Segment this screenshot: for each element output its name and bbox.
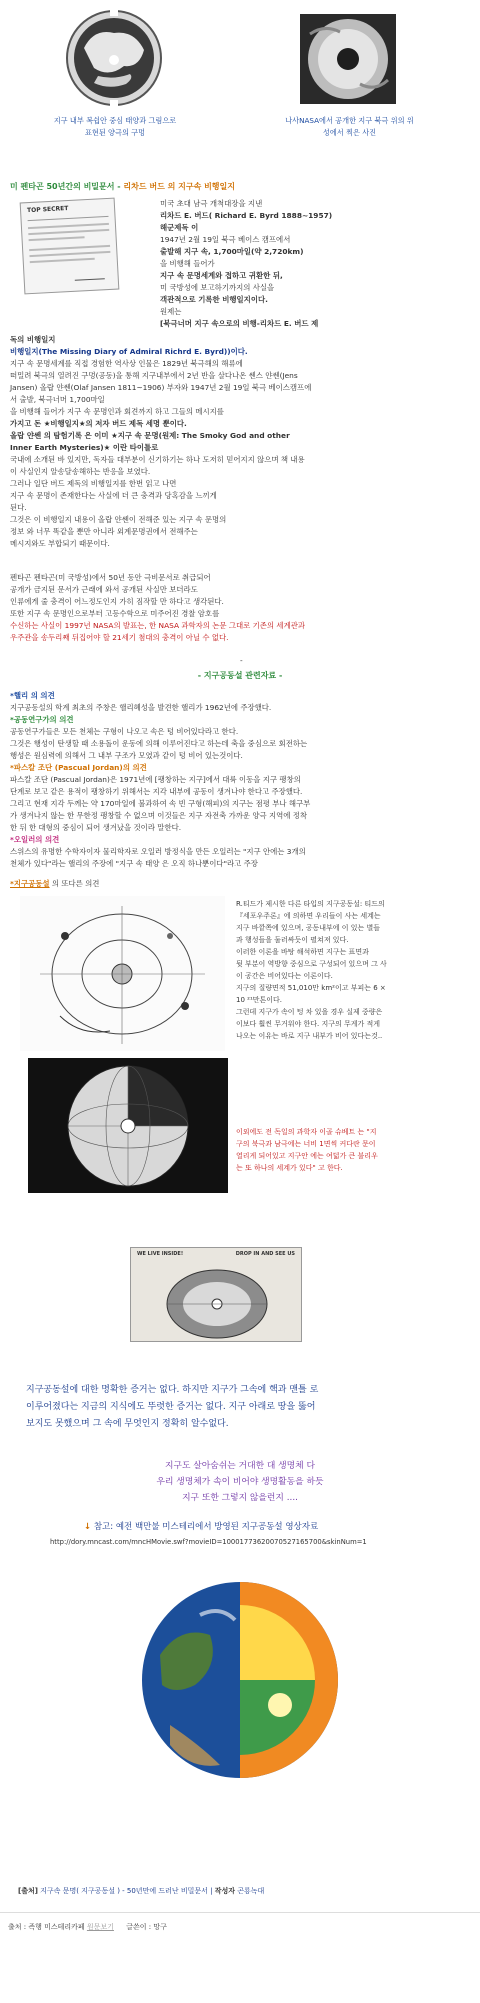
para-line: 지구 속 문명세계를 직접 경험한 역사상 인물은 1829년 북극해의 해류에 — [10, 359, 243, 368]
section-heading: *파스칼 조단 (Pascual Jordan)의 의견 — [10, 763, 147, 772]
para-line: Jansen) 올랍 얀쎈(Olaf Jansen 1811~1906) 부자와 1947년 2월 19일 북극 베이스캠프에 — [10, 383, 312, 392]
reference-heading — [84, 1520, 318, 1532]
para-line: 지구 바깥쪽에 있으며, 공동내부에 이 있는 별들 — [236, 924, 381, 932]
bio-line: 출발해 지구 속, 1,700마일(약 2,720km) — [160, 247, 304, 256]
poem-line: 지구 또한 그렇지 않을런지 .... — [182, 1493, 298, 1503]
para-line: 을 비행해 들어가 지구 속 문명인과 회견까지 하고 그들의 메시지를 — [10, 407, 224, 416]
source-text[interactable]: 지구속 문명( 지구공동설 ) - 50년만에 드러난 비밀문서 | — [40, 1887, 213, 1895]
source-label: [출처] — [18, 1887, 38, 1895]
reference-label: 참고: 예전 백만불 미스테리에서 방영된 지구공동설 영상자료 — [93, 1522, 319, 1532]
para-line: 인류에게 줄 충격이 어느정도인지 가히 짐작할 만 하다고 생각된다. — [10, 597, 224, 606]
para-line: 가지고 돈 ★비행일지★의 저자 버드 제독 세명 뿐이다. — [10, 419, 187, 428]
footer-origin-link[interactable]: 원문보기 — [86, 1923, 114, 1931]
footer-origin-label: 출처 : — [8, 1923, 27, 1931]
bio-line: [북극너머 지구 속으로의 비행-리차드 E. 버드 제 — [160, 319, 319, 328]
para-line: 펜타곤 펜타곤(미 국방성)에서 50년 동안 극비문서로 취급되어 — [10, 573, 211, 582]
para-line: 또한 지구 속 문명인으로부터 고등수학으로 미주어진 경찰 암호를 — [10, 609, 220, 618]
bio-line: 객관적으로 기록한 비행일지이다. — [160, 295, 268, 304]
section-line: 지구공동설의 학계 최초의 주창은 핼리혜성을 발견한 핼리가 1962년에 주장했다. — [10, 703, 272, 712]
para-line: 그런데 지구가 속이 텅 차 있을 경우 실제 중량은 — [236, 1008, 383, 1016]
image-label-left: WE LIVE INSIDE! — [137, 1251, 184, 1257]
related-sections — [10, 690, 476, 870]
para-line: 이 공간은 비어있다는 이론이다. — [236, 972, 333, 980]
section-line: 천체가 있다"라는 핼리의 주장에 "지구 속 태양 은 오직 하나뿐이다"라고 주장 — [10, 859, 258, 868]
footer-divider — [0, 1912, 480, 1913]
image-label-right: DROP IN AND SEE US — [235, 1251, 295, 1257]
section-line: 그것은 행성이 탄생할 때 소용돌이 운동에 의해 이루어진다고 하는데 축을 중심으로 회전하는 — [10, 739, 308, 748]
para-line: 국내에 소개된 바 있지만, 독자들 대부분이 신기하기는 하나 도저히 믿어지지 않으며 책 내용 — [10, 455, 305, 464]
right-image-caption: 나사NASA에서 공개한 지구 북극 위의 위성에서 찍은 사진 — [285, 116, 414, 137]
drop-in-cross-section-image — [130, 1247, 302, 1342]
section-line: 스위스의 유명한 수학자이자 물리학자로 오일러 방정식을 만든 오일러는 "지구 안에는 3개의 — [10, 847, 306, 856]
related-title: - 지구공동설 관련자료 - — [197, 671, 283, 680]
cellular-cosmogony-diagram — [20, 896, 225, 1051]
title-main: 리차드 버드 의 지구속 비행일지 — [123, 182, 235, 191]
footer-writer-label: 글쓴이 : — [126, 1923, 152, 1931]
bio-line: 해군제독 이 — [160, 223, 199, 232]
poem-text — [0, 1458, 480, 1506]
section-line: 가 생겨나지 않는 한 무한정 팽창할 수 없으며 이것들은 지구 자전축 가까운 양극 지역에 정착 — [10, 811, 308, 820]
bio-line: 을 비행해 들어가 — [160, 259, 215, 268]
para-line: 지구의 질량면적 51,010만 km²이고 부피는 6 × — [236, 984, 386, 992]
para-line: 나오는 이유는 바로 지구 내부가 비어 있다는것.. — [236, 1032, 383, 1040]
secret-doc-title — [10, 181, 235, 192]
para-line: 보지도 못했으며 그 속에 무엇인지 정확히 알수없다. — [26, 1419, 229, 1429]
secret-document-thumbnail — [20, 198, 120, 295]
para-line: 올랍 얀쎈 의 탐험기록 은 이미 ★지구 속 문명(원제: The Smoky God and other — [10, 431, 290, 440]
section-line: 단계로 보고 같은 용적이 팽창하기 위해서는 지각 내부에 공동이 생겨나야 한다고 주장했다. — [10, 787, 303, 796]
source-author[interactable]: 곤룡녹대 — [237, 1887, 265, 1895]
para-line: 이러한 이론을 바탕 해석하면 지구는 표면과 — [236, 948, 369, 956]
para-line: 비행일지(The Missing Diary of Admiral Richrd E. Byrd))이다. — [10, 347, 248, 356]
bio-line: 1947년 2월 19일 북극 베이스 캠프에서 — [160, 235, 291, 244]
schubert-theory-text — [236, 1126, 476, 1174]
body-paragraph-1 — [10, 334, 476, 550]
other-views-keyword: *지구공동설 — [10, 879, 50, 888]
section-heading: *핼리 의 의견 — [10, 691, 55, 700]
other-views-heading — [10, 878, 99, 889]
hollow-earth-globe-image — [140, 1575, 340, 1785]
bio-line: 미국 초대 남극 개척대장을 지낸 — [160, 199, 263, 208]
arrow-down-icon: ↓ — [84, 1522, 92, 1532]
footer-line — [8, 1922, 167, 1932]
para-line: 지구 속 문명이 존재한다는 사실에 더 큰 충격과 당혹감을 느끼게 — [10, 491, 217, 500]
para-line: 공개가 금지된 문서가 근래에 와서 공개된 사실만 보더라도 — [10, 585, 198, 594]
tid-theory-text — [236, 898, 476, 1042]
footer-origin[interactable]: 즉행 미스테리카페 — [28, 1923, 85, 1931]
para-line: 구의 북극과 남극에는 너비 1면씩 커다란 문이 — [236, 1140, 376, 1148]
byrd-bio — [160, 198, 478, 330]
para-line: 이보다 훨씬 무거워야 한다. 지구의 무게가 적게 — [236, 1020, 381, 1028]
poem-line: 우리 생명체가 속이 비어야 생명활동을 하듯 — [156, 1477, 324, 1487]
para-line: 『세포우주론』에 의하면 우리들이 사는 세계는 — [236, 912, 381, 920]
para-line: 지구공동설에 대한 명확한 증거는 없다. 하지만 지구가 그속에 핵과 맨틀 로 — [26, 1385, 319, 1395]
reference-url-link[interactable]: http://dory.mncast.com/mncHMovie.swf?movieID=10001773620070527165700&skinNum=1 — [50, 1538, 367, 1546]
bio-line: 지구 속 문명세계와 접하고 귀환한 뒤, — [160, 271, 283, 280]
section-line: 파스칼 조단 (Pascual Jordan)은 1971년에 [팽창하는 지구]에서 대륙 이동을 지구 팽창의 — [10, 775, 301, 784]
section-heading: *오일러의 의견 — [10, 835, 60, 844]
section-heading: *공동연구가의 의견 — [10, 715, 74, 724]
conclusion-text — [26, 1382, 466, 1433]
para-line: 열리게 되어있고 지구안 에는 여덟가 큰 불리우 — [236, 1152, 378, 1160]
para-line: 이외에도 전 독일의 과학자 이골 슈베트 는 "지 — [236, 1128, 377, 1136]
other-views-suffix: 의 또다른 의견 — [49, 879, 100, 888]
cutaway-globe-diagram — [28, 1058, 228, 1193]
para-line: 그러나 일단 버드 제독의 비행일지를 한번 읽고 나면 — [10, 479, 177, 488]
body-paragraph-2 — [10, 572, 476, 644]
para-line: 서 출발, 북극너머 1,700마일 — [10, 395, 105, 404]
para-line: 된다. — [10, 503, 27, 512]
para-line: 떠밀려 북극의 열려진 구멍(공동)을 통해 지구내부에서 2년 반을 살다나온 쎈스 얀쎈(Jens — [10, 371, 298, 380]
para-line: Inner Earth Mysteries)★ 이란 타이틀로 — [10, 443, 159, 452]
para-line: 메시지와도 부합되기 때문이다. — [10, 539, 110, 548]
para-line: 이 사실인지 알송달송해하는 반응을 보였다. — [10, 467, 151, 476]
section-line: 한 뒤 한 대형의 중심이 되어 생겨났을 것이라 말한다. — [10, 823, 182, 832]
para-line: 과 행성들을 둘러싸듯이 펼쳐져 있다. — [236, 936, 349, 944]
para-line: 10 ²¹만톤이다. — [236, 996, 283, 1004]
section-line: 행성은 원심력에 의해서 그 내부 구조가 모였과 같이 텅 비어 있는것이다. — [10, 751, 243, 760]
bio-line: 원제는 — [160, 307, 182, 316]
thumb-heading: TOP SECRET — [26, 205, 69, 215]
section-line: 그리고 현재 지각 두께는 약 170마일에 불과하여 속 빈 구형(해피)의 지구는 점평 부나 해구부 — [10, 799, 311, 808]
hollow-earth-cross-section-image — [64, 8, 164, 108]
para-line: R.티드가 제시한 다른 타입의 지구공동설: 티드의 — [236, 900, 385, 908]
section-dash: - — [240, 656, 243, 665]
para-line: 뒷 부분이 역방향 중심으로 구성되어 있으며 그 사 — [236, 960, 387, 968]
para-line: 우주관을 송두리째 뒤집어야 할 21세기 첨대의 충격이 아닐 수 없다. — [10, 633, 229, 642]
left-image-caption: 지구 내부 복쉽안 중심 태양과 그림으로 표현된 양극의 구멍 — [53, 116, 177, 137]
poem-line: 지구도 살아숨쉬는 거대한 대 생명체 다 — [165, 1461, 315, 1471]
para-line: 정보 와 너무 똑같을 뿐만 아니라 외계문명권에서 전해주는 — [10, 527, 198, 536]
source-author-label: 작성자 — [214, 1887, 235, 1895]
source-line — [18, 1886, 264, 1896]
bio-line: 리차드 E. 버드( Richard E. Byrd 1888~1957) — [160, 211, 333, 220]
footer-writer[interactable]: 망구 — [153, 1923, 167, 1931]
section-line: 공동연구가들은 모든 천체는 구형이 나오고 속은 텅 비어있다라고 한다. — [10, 727, 239, 736]
para-line: 는 또 하나의 세계가 있다" 고 한다. — [236, 1164, 343, 1172]
bio-line: 미 국방성에 보고하기까지의 사실을 — [160, 283, 275, 292]
para-line: 수신하는 사실이 1997년 NASA의 발표는, 한 NASA 과학자의 논문 그대로 기존의 세계관과 — [10, 621, 305, 630]
title-prefix: 미 펜타곤 50년간의 비밀문서 - — [10, 182, 124, 191]
para-line: 그것은 이 비행일지 내용이 올랍 얀쎈이 전해준 있는 지구 속 문명의 — [10, 515, 227, 524]
para-line: 독의 비행일지 — [10, 335, 56, 344]
nasa-north-pole-photo — [300, 14, 396, 104]
para-line: 이루어졌다는 지금의 지식에도 뚜렷한 증거는 없다. 지구 아래로 땅을 뚫어 — [26, 1402, 316, 1412]
